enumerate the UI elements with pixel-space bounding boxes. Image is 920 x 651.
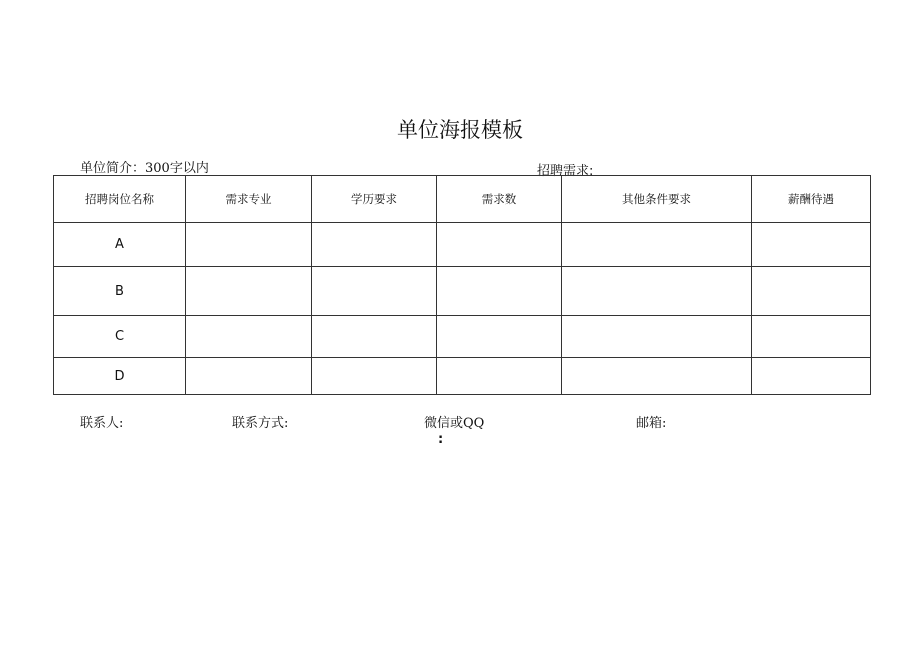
other-requirements-cell xyxy=(562,358,752,395)
headcount-cell xyxy=(437,267,562,316)
header-headcount: 需求数 xyxy=(437,176,562,223)
other-requirements-cell xyxy=(562,267,752,316)
company-intro-label: 单位简介：300字以内 xyxy=(80,161,209,176)
wechat-qq-label: 微信或QQ xyxy=(424,416,485,431)
table-header-row xyxy=(54,176,871,223)
major-cell xyxy=(186,267,312,316)
education-cell xyxy=(312,358,437,395)
education-cell xyxy=(312,267,437,316)
wechat-qq-colon: : xyxy=(438,432,444,447)
header-salary: 薪酬待遇 xyxy=(752,176,871,223)
position-cell: D xyxy=(54,358,186,395)
table-row xyxy=(54,223,871,267)
header-position-name: 招聘岗位名称 xyxy=(54,176,186,223)
email-label: 邮箱: xyxy=(636,416,667,431)
salary-cell xyxy=(752,223,871,267)
salary-cell xyxy=(752,267,871,316)
headcount-cell xyxy=(437,316,562,358)
education-cell xyxy=(312,223,437,267)
contact-method-label: 联系方式: xyxy=(232,416,289,431)
major-cell xyxy=(186,358,312,395)
major-cell xyxy=(186,223,312,267)
header-other-requirements: 其他条件要求 xyxy=(562,176,752,223)
major-cell xyxy=(186,316,312,358)
recruitment-demand-label: 招聘需求: xyxy=(537,164,594,179)
poster-title: 单位海报模板 xyxy=(397,118,523,142)
table-row xyxy=(54,358,871,395)
header-education: 学历要求 xyxy=(312,176,437,223)
position-cell: B xyxy=(54,267,186,316)
other-requirements-cell xyxy=(562,223,752,267)
recruitment-table xyxy=(53,175,871,395)
headcount-cell xyxy=(437,358,562,395)
position-cell: A xyxy=(54,223,186,267)
table-row xyxy=(54,267,871,316)
salary-cell xyxy=(752,316,871,358)
other-requirements-cell xyxy=(562,316,752,358)
salary-cell xyxy=(752,358,871,395)
contact-person-label: 联系人: xyxy=(80,416,124,431)
header-major: 需求专业 xyxy=(186,176,312,223)
table-row xyxy=(54,316,871,358)
headcount-cell xyxy=(437,223,562,267)
education-cell xyxy=(312,316,437,358)
position-cell: C xyxy=(54,316,186,358)
